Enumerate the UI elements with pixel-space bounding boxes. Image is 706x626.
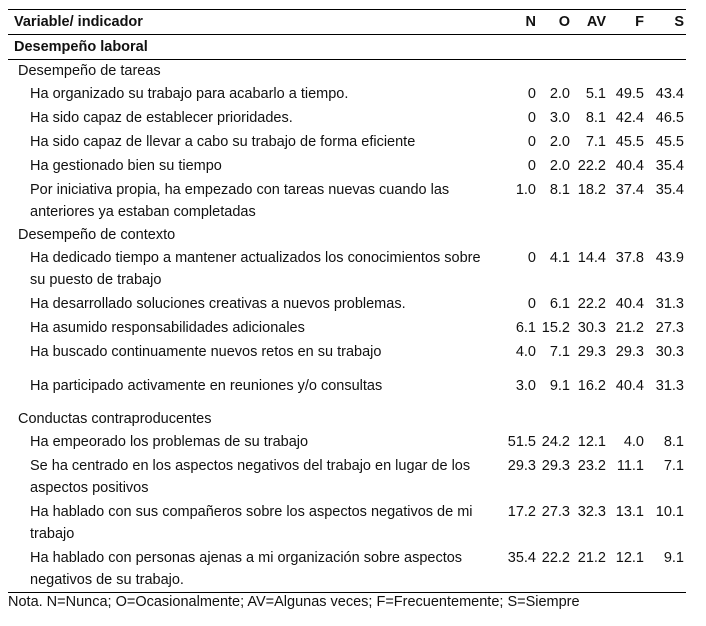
cell-o: 3.0	[549, 110, 570, 126]
group-label: Conductas contraproducentes	[18, 411, 212, 427]
cell-s: 43.4	[655, 86, 684, 102]
cell-f: 49.5	[615, 86, 644, 102]
cell-s: 35.4	[655, 182, 684, 198]
cell-f: 42.4	[615, 110, 644, 126]
row-label: Ha buscado continuamente nuevos retos en su trabajo	[30, 344, 382, 360]
cell-av: 16.2	[577, 378, 606, 394]
header-n: N	[525, 14, 536, 30]
cell-n: 51.5	[507, 434, 536, 450]
table-row	[8, 546, 686, 593]
table-row	[8, 340, 686, 364]
cell-n: 35.4	[498, 546, 538, 593]
cell-f: 12.1	[608, 546, 646, 593]
cell-o: 27.3	[541, 504, 570, 520]
cell-s: 31.3	[655, 378, 684, 394]
cell-f: 29.3	[615, 344, 644, 360]
cell-av: 22.2	[577, 296, 606, 312]
cell-f: 40.4	[615, 158, 644, 174]
group-row	[8, 60, 686, 83]
cell-f: 40.4	[615, 296, 644, 312]
row-label: Ha desarrollado soluciones creativas a nuevos problemas.	[30, 296, 406, 312]
cell-f: 11.1	[616, 458, 644, 474]
row-label: Se ha centrado en los aspectos negativos del trabajo en lugar de los aspectos positivos	[30, 458, 471, 496]
header-o: O	[558, 14, 570, 30]
table-row	[8, 500, 686, 546]
table-row	[8, 454, 686, 500]
cell-f: 37.4	[615, 182, 644, 198]
table-header-row	[8, 10, 686, 35]
cell-n: 0	[527, 250, 536, 266]
cell-av: 14.4	[577, 250, 606, 266]
table-row	[8, 178, 686, 224]
table-note: Nota. N=Nunca; O=Ocasionalmente; AV=Algunas veces; F=Frecuentemente; S=Siempre	[8, 594, 580, 610]
row-label: Ha dedicado tiempo a mantener actualizados los conocimientos sobre su puesto de trabajo	[30, 250, 481, 288]
row-label: Ha hablado con personas ajenas a mi organización sobre aspectos negativos de su trabajo.	[8, 546, 498, 593]
header-s: S	[674, 14, 684, 30]
cell-s: 8.1	[663, 434, 684, 450]
cell-av: 32.3	[577, 504, 606, 520]
row-label: Por iniciativa propia, ha empezado con tareas nuevas cuando las anteriores ya estaban completadas	[30, 182, 450, 220]
cell-av: 12.1	[577, 434, 606, 450]
cell-av: 21.2	[572, 546, 608, 593]
cell-n: 3.0	[515, 378, 536, 394]
cell-n: 0	[527, 296, 536, 312]
row-label: Ha gestionado bien su tiempo	[30, 158, 222, 174]
cell-n: 0	[527, 134, 536, 150]
group-row	[8, 408, 686, 430]
cell-f: 4.0	[623, 434, 644, 450]
table-row	[8, 316, 686, 340]
cell-n: 6.1	[515, 320, 536, 336]
cell-av: 18.2	[577, 182, 606, 198]
cell-o: 24.2	[541, 434, 570, 450]
cell-f: 40.4	[615, 378, 644, 394]
cell-n: 1.0	[515, 182, 536, 198]
row-label: Ha sido capaz de establecer prioridades.	[30, 110, 293, 126]
cell-s: 43.9	[655, 250, 684, 266]
cell-av: 22.2	[577, 158, 606, 174]
group-label: Desempeño de tareas	[18, 63, 161, 79]
cell-n: 4.0	[515, 344, 536, 360]
cell-o: 2.0	[549, 158, 570, 174]
table-row	[8, 82, 686, 106]
cell-av: 8.1	[585, 110, 606, 126]
cell-n: 0	[527, 86, 536, 102]
cell-av: 29.3	[577, 344, 606, 360]
cell-o: 22.2	[538, 546, 572, 593]
section-row	[8, 35, 686, 60]
cell-o: 7.1	[549, 344, 570, 360]
header-variable: Variable/ indicador	[14, 14, 143, 30]
cell-o: 2.0	[549, 86, 570, 102]
cell-s: 46.5	[655, 110, 684, 126]
table-row	[8, 106, 686, 130]
cell-o: 15.2	[541, 320, 570, 336]
table-row	[8, 130, 686, 154]
results-table	[8, 9, 686, 593]
cell-n: 0	[527, 158, 536, 174]
cell-f: 21.2	[615, 320, 644, 336]
table-row	[8, 154, 686, 178]
cell-n: 0	[527, 110, 536, 126]
cell-o: 8.1	[549, 182, 570, 198]
row-label: Ha participado activamente en reuniones y/o consultas	[30, 378, 383, 394]
header-av: AV	[586, 14, 606, 30]
row-label: Ha organizado su trabajo para acabarlo a tiempo.	[30, 86, 349, 102]
cell-n: 17.2	[507, 504, 536, 520]
table-row	[8, 292, 686, 316]
cell-s: 30.3	[655, 344, 684, 360]
cell-s: 7.1	[663, 458, 684, 474]
cell-av: 5.1	[585, 86, 606, 102]
results-table-container	[8, 9, 686, 593]
cell-s: 45.5	[655, 134, 684, 150]
group-label: Desempeño de contexto	[18, 227, 176, 243]
cell-s: 27.3	[655, 320, 684, 336]
cell-s: 10.1	[655, 504, 684, 520]
cell-n: 29.3	[507, 458, 536, 474]
cell-s: 31.3	[655, 296, 684, 312]
cell-av: 23.2	[577, 458, 606, 474]
section-title: Desempeño laboral	[8, 35, 686, 60]
cell-o: 2.0	[549, 134, 570, 150]
cell-f: 37.8	[615, 250, 644, 266]
table-row	[8, 364, 686, 408]
row-label: Ha empeorado los problemas de su trabajo	[30, 434, 309, 450]
cell-av: 7.1	[585, 134, 606, 150]
header-f: F	[635, 14, 644, 30]
cell-o: 4.1	[549, 250, 570, 266]
cell-s: 35.4	[655, 158, 684, 174]
cell-av: 30.3	[577, 320, 606, 336]
row-label: Ha sido capaz de llevar a cabo su trabajo de forma eficiente	[30, 134, 416, 150]
table-row	[8, 246, 686, 292]
cell-f: 45.5	[615, 134, 644, 150]
cell-f: 13.1	[615, 504, 644, 520]
group-row	[8, 224, 686, 246]
cell-s: 9.1	[646, 546, 686, 593]
cell-o: 29.3	[541, 458, 570, 474]
cell-o: 9.1	[549, 378, 570, 394]
table-row	[8, 430, 686, 454]
row-label: Ha hablado con sus compañeros sobre los aspectos negativos de mi trabajo	[30, 504, 473, 542]
cell-o: 6.1	[549, 296, 570, 312]
row-label: Ha asumido responsabilidades adicionales	[30, 320, 305, 336]
